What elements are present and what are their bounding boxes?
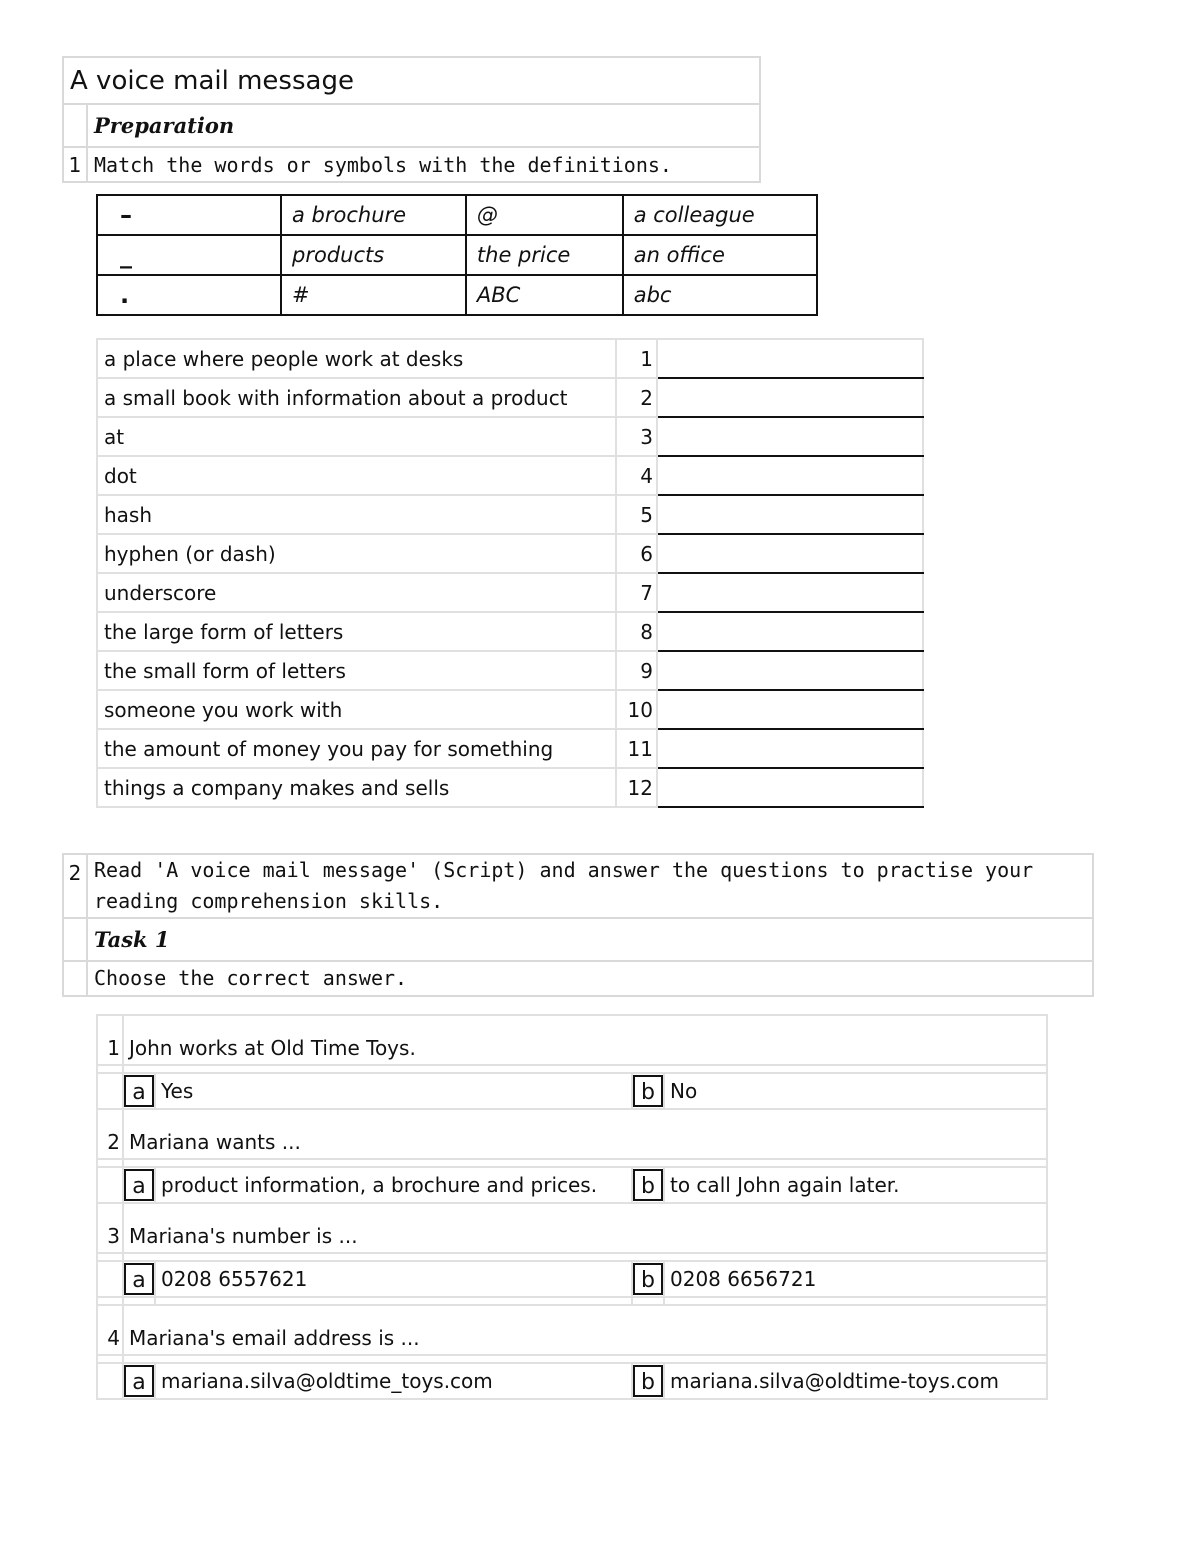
definition-number: 12 — [616, 768, 657, 807]
option-a-box[interactable]: a — [124, 1365, 154, 1397]
page-title: A voice mail message — [63, 57, 760, 104]
definition-number: 3 — [616, 417, 657, 456]
table-row — [97, 690, 923, 729]
option-b-box[interactable]: b — [633, 1075, 663, 1107]
table-row — [97, 573, 923, 612]
table-row — [97, 534, 923, 573]
option-row — [97, 1073, 1047, 1109]
grid-cell: _ — [97, 235, 281, 275]
definition-text: dot — [97, 456, 616, 495]
definition-text: hyphen (or dash) — [97, 534, 616, 573]
grid-cell: . — [97, 275, 281, 315]
definitions-table — [96, 338, 924, 808]
preparation-heading: Preparation — [87, 104, 760, 147]
question-number: 4 — [97, 1305, 123, 1355]
option-b-text[interactable]: No — [664, 1073, 1047, 1109]
grid-cell: ABC — [466, 275, 623, 315]
option-b-text[interactable]: mariana.silva@oldtime-toys.com — [664, 1363, 1047, 1399]
option-row — [97, 1261, 1047, 1297]
table-row — [97, 417, 923, 456]
grid-cell: a brochure — [281, 195, 466, 235]
definition-number: 6 — [616, 534, 657, 573]
answer-blank[interactable] — [657, 768, 923, 807]
option-b-text[interactable]: to call John again later. — [664, 1167, 1047, 1203]
task-heading: Task 1 — [87, 918, 1093, 961]
question-number: 2 — [97, 1109, 123, 1159]
definition-text: someone you work with — [97, 690, 616, 729]
option-a-text[interactable]: product information, a brochure and prices. — [155, 1167, 632, 1203]
table-row — [97, 768, 923, 807]
exercise-instruction: Read 'A voice mail message' (Script) and answer the questions to practise your reading comprehension skills. — [87, 854, 1093, 918]
answer-blank[interactable] — [657, 651, 923, 690]
option-b-box[interactable]: b — [633, 1169, 663, 1201]
answer-blank[interactable] — [657, 534, 923, 573]
table-row — [97, 456, 923, 495]
grid-cell: the price — [466, 235, 623, 275]
table-row — [97, 729, 923, 768]
option-a-text[interactable]: mariana.silva@oldtime_toys.com — [155, 1363, 632, 1399]
exercise-instruction: Match the words or symbols with the definitions. — [87, 147, 760, 182]
option-a-text[interactable]: Yes — [155, 1073, 632, 1109]
question-number: 3 — [97, 1203, 123, 1253]
definition-number: 10 — [616, 690, 657, 729]
definition-text: the amount of money you pay for something — [97, 729, 616, 768]
table-row — [97, 651, 923, 690]
grid-cell: @ — [466, 195, 623, 235]
answer-blank[interactable] — [657, 417, 923, 456]
question-text: Mariana wants ... — [123, 1109, 1047, 1159]
word-grid — [96, 194, 818, 316]
definition-number: 2 — [616, 378, 657, 417]
table-row — [97, 378, 923, 417]
question-text: Mariana's number is ... — [123, 1203, 1047, 1253]
definition-text: things a company makes and sells — [97, 768, 616, 807]
grid-cell: a colleague — [623, 195, 817, 235]
grid-cell: – — [97, 195, 281, 235]
question-row — [97, 1015, 1047, 1065]
exercise-number: 1 — [63, 147, 87, 182]
definition-number: 5 — [616, 495, 657, 534]
definition-number: 7 — [616, 573, 657, 612]
option-a-box[interactable]: a — [124, 1075, 154, 1107]
definition-text: a small book with information about a product — [97, 378, 616, 417]
option-row — [97, 1167, 1047, 1203]
grid-cell: products — [281, 235, 466, 275]
question-text: John works at Old Time Toys. — [123, 1015, 1047, 1065]
definition-text: the small form of letters — [97, 651, 616, 690]
option-b-box[interactable]: b — [633, 1263, 663, 1295]
answer-blank[interactable] — [657, 729, 923, 768]
table-row — [97, 495, 923, 534]
answer-blank[interactable] — [657, 690, 923, 729]
answer-blank[interactable] — [657, 456, 923, 495]
section-2-header — [62, 853, 1094, 997]
definition-text: a place where people work at desks — [97, 339, 616, 378]
definition-number: 4 — [616, 456, 657, 495]
option-b-text[interactable]: 0208 6656721 — [664, 1261, 1047, 1297]
question-number: 1 — [97, 1015, 123, 1065]
definition-text: at — [97, 417, 616, 456]
exercise-number: 2 — [63, 854, 87, 918]
option-row — [97, 1363, 1047, 1399]
question-text: Mariana's email address is ... — [123, 1305, 1047, 1355]
grid-cell: an office — [623, 235, 817, 275]
definition-number: 8 — [616, 612, 657, 651]
grid-cell: abc — [623, 275, 817, 315]
question-row — [97, 1203, 1047, 1253]
question-row — [97, 1305, 1047, 1355]
header-table — [62, 56, 761, 183]
definition-number: 11 — [616, 729, 657, 768]
definition-text: the large form of letters — [97, 612, 616, 651]
question-row — [97, 1109, 1047, 1159]
definition-number: 1 — [616, 339, 657, 378]
answer-blank[interactable] — [657, 378, 923, 417]
definition-text: hash — [97, 495, 616, 534]
table-row — [97, 612, 923, 651]
answer-blank[interactable] — [657, 495, 923, 534]
answer-blank[interactable] — [657, 573, 923, 612]
definition-text: underscore — [97, 573, 616, 612]
answer-blank[interactable] — [657, 612, 923, 651]
task-instruction: Choose the correct answer. — [87, 961, 1093, 996]
option-b-box[interactable]: b — [633, 1365, 663, 1397]
grid-cell: # — [281, 275, 466, 315]
definition-number: 9 — [616, 651, 657, 690]
option-a-text[interactable]: 0208 6557621 — [155, 1261, 632, 1297]
option-a-box[interactable]: a — [124, 1169, 154, 1201]
option-a-box[interactable]: a — [124, 1263, 154, 1295]
answer-blank[interactable] — [657, 339, 923, 378]
questions-table — [96, 1014, 1048, 1400]
table-row — [97, 339, 923, 378]
